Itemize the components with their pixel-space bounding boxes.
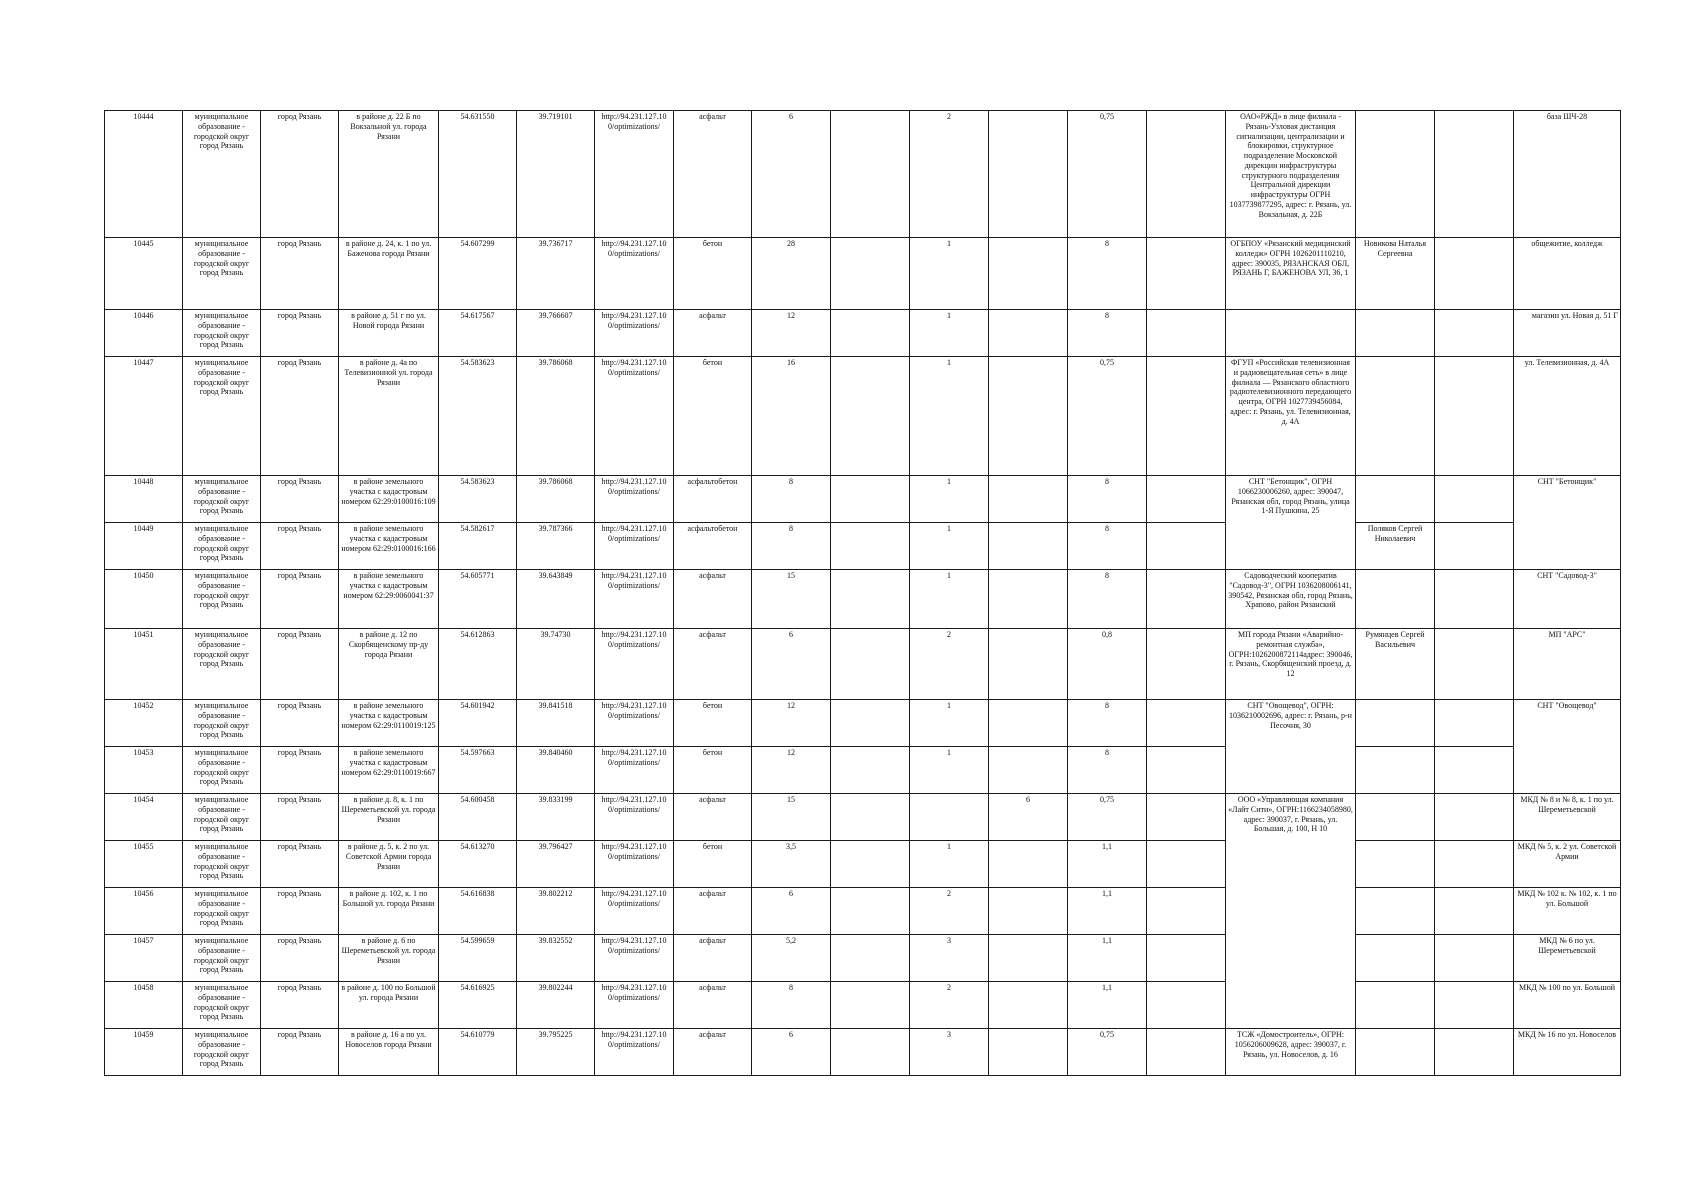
surface-cell: бетон [674,841,752,888]
count-cell: 1 [910,523,989,570]
empty-cell [989,570,1068,629]
empty-cell [831,935,910,982]
empty-cell [831,982,910,1029]
empty-cell [1435,794,1514,841]
url-cell: http://94.231.127.10 0/optimizations/ [595,747,674,794]
surface-cell: асфальт [674,888,752,935]
empty-cell [831,700,910,747]
url-cell: http://94.231.127.10 0/optimizations/ [595,523,674,570]
location-cell: в районе д. 12 по Скорбященскому пр-ду города Рязани [339,629,439,700]
url-cell: http://94.231.127.10 0/optimizations/ [595,476,674,523]
empty-cell [989,476,1068,523]
count-cell: 2 [910,629,989,700]
surface-cell: бетон [674,357,752,476]
latitude-cell: 54.599659 [439,935,517,982]
volume-cell: 8 [1068,523,1147,570]
person-cell [1356,794,1435,841]
latitude-cell: 54.582617 [439,523,517,570]
empty-cell [831,841,910,888]
surface-cell: асфальт [674,794,752,841]
latitude-cell: 54.631550 [439,111,517,238]
municipality-cell: муниципальное образование - городской округ город Рязань [183,357,261,476]
empty-cell [989,982,1068,1029]
source-cell: МКД № 102 к. № 102, к. 1 по ул. Большой [1514,888,1621,935]
location-cell: в районе д. 24, к. 1 по ул. Баженова города Рязани [339,238,439,310]
table-row [105,111,1621,238]
empty-cell [989,523,1068,570]
area-cell: 5,2 [752,935,831,982]
municipality-cell: муниципальное образование - городской округ город Рязань [183,935,261,982]
city-cell: город Рязань [261,238,339,310]
table-row [105,629,1621,700]
volume-cell: 0,75 [1068,1029,1147,1076]
city-cell: город Рязань [261,1029,339,1076]
city-cell: город Рязань [261,700,339,747]
surface-cell: асфальт [674,111,752,238]
empty-cell [1435,888,1514,935]
municipality-cell: муниципальное образование - городской округ город Рязань [183,1029,261,1076]
owner-cell: ОГБПОУ «Рязанский медицинский колледж» ОГРН 1026201110210, адрес: 390035, РЯЗАНСКАЯ ОБЛ, РЯЗАНЬ Г, БАЖЕНОВА УЛ, 36, 1 [1226,238,1356,310]
table-row [105,357,1621,476]
city-cell: город Рязань [261,935,339,982]
owner-cell: СНТ "Бетонщик", ОГРН 1066230006260, адрес: 390047, Рязанская обл, город Рязань, улица 1-Я Пушкина, 25 [1226,476,1356,570]
location-cell: в районе д. 16 а по ул. Новоселов города Рязани [339,1029,439,1076]
volume-cell: 1,1 [1068,888,1147,935]
table-row [105,747,1621,794]
area-cell: 6 [752,111,831,238]
empty-cell [910,794,989,841]
city-cell: город Рязань [261,570,339,629]
person-cell [1356,935,1435,982]
location-cell: в районе земельного участка с кадастровым номером 62:29:0110019:667 [339,747,439,794]
city-cell: город Рязань [261,111,339,238]
city-cell: город Рязань [261,794,339,841]
url-cell: http://94.231.127.10 0/optimizations/ [595,982,674,1029]
volume-cell: 8 [1068,700,1147,747]
surface-cell: асфальтобетон [674,476,752,523]
empty-cell [1147,111,1226,238]
longitude-cell: 39.787366 [517,523,595,570]
table-row [105,310,1621,357]
volume-cell: 1,1 [1068,841,1147,888]
person-cell: Румянцев Сергей Васильевич [1356,629,1435,700]
latitude-cell: 54.601942 [439,700,517,747]
empty-cell [1147,523,1226,570]
owner-cell: Садоводческий кооператив "Садовод-3", ОГРН 1036208006141, 390542, Рязанская обл, город Рязань, Храпово, район Рязанский [1226,570,1356,629]
person-cell [1356,310,1435,357]
empty-cell [1147,476,1226,523]
latitude-cell: 54.617567 [439,310,517,357]
location-cell: в районе д. 4а по Телевизионной ул. города Рязани [339,357,439,476]
count-cell: 1 [910,841,989,888]
source-cell: СНТ "Овощевод" [1514,700,1621,794]
municipality-cell: муниципальное образование - городской округ город Рязань [183,629,261,700]
area-cell: 12 [752,310,831,357]
longitude-cell: 39.786068 [517,357,595,476]
owner-cell: ТСЖ «Домостроитель», ОГРН: 1056206009628, адрес: 390037, г. Рязань, ул. Новоселов, д. 16 [1226,1029,1356,1076]
row-id: 10450 [105,570,183,629]
volume-cell: 8 [1068,747,1147,794]
location-cell: в районе д. 51 г по ул. Новой города Рязани [339,310,439,357]
area-cell: 8 [752,982,831,1029]
url-cell: http://94.231.127.10 0/optimizations/ [595,238,674,310]
count-cell: 1 [910,357,989,476]
location-cell: в районе д. 6 по Шереметьевской ул. города Рязани [339,935,439,982]
person-cell [1356,888,1435,935]
empty-cell [1435,935,1514,982]
latitude-cell: 54.613270 [439,841,517,888]
count-cell: 3 [910,935,989,982]
surface-cell: асфальт [674,935,752,982]
empty-cell [989,888,1068,935]
city-cell: город Рязань [261,310,339,357]
empty-cell [831,794,910,841]
city-cell: город Рязань [261,629,339,700]
latitude-cell: 54.583623 [439,357,517,476]
source-cell: СНТ "Садовод-3" [1514,570,1621,629]
empty-cell [989,238,1068,310]
url-cell: http://94.231.127.10 0/optimizations/ [595,794,674,841]
location-cell: в районе д. 8, к. 1 по Шереметьевской ул. города Рязани [339,794,439,841]
municipality-cell: муниципальное образование - городской округ город Рязань [183,888,261,935]
latitude-cell: 54.605771 [439,570,517,629]
table-row [105,935,1621,982]
surface-cell: асфальтобетон [674,523,752,570]
city-cell: город Рязань [261,747,339,794]
person-cell [1356,747,1435,794]
city-cell: город Рязань [261,982,339,1029]
source-cell: МКД № 16 по ул. Новоселов [1514,1029,1621,1076]
row-id: 10444 [105,111,183,238]
volume-cell: 0,8 [1068,629,1147,700]
url-cell: http://94.231.127.10 0/optimizations/ [595,888,674,935]
table-row [105,841,1621,888]
table-row [105,570,1621,629]
empty-cell [1147,1029,1226,1076]
empty-cell [1435,982,1514,1029]
source-cell: общежитие, колледж [1514,238,1621,310]
longitude-cell: 39.795225 [517,1029,595,1076]
url-cell: http://94.231.127.10 0/optimizations/ [595,1029,674,1076]
source-cell: МКД № 100 по ул. Большой [1514,982,1621,1029]
person-cell [1356,841,1435,888]
empty-cell [1147,629,1226,700]
person-cell [1356,700,1435,747]
count-cell: 2 [910,982,989,1029]
row-id: 10447 [105,357,183,476]
empty-cell [1147,570,1226,629]
count-cell: 6 [989,794,1068,841]
empty-cell [1147,841,1226,888]
latitude-cell: 54.616925 [439,982,517,1029]
municipality-cell: муниципальное образование - городской округ город Рязань [183,476,261,523]
municipality-cell: муниципальное образование - городской округ город Рязань [183,794,261,841]
table-row [105,523,1621,570]
table-row [105,888,1621,935]
volume-cell: 8 [1068,570,1147,629]
table-row [105,982,1621,1029]
longitude-cell: 39.719101 [517,111,595,238]
url-cell: http://94.231.127.10 0/optimizations/ [595,570,674,629]
surface-cell: бетон [674,700,752,747]
empty-cell [1435,747,1514,794]
latitude-cell: 54.583623 [439,476,517,523]
source-cell: МП "АРС" [1514,629,1621,700]
source-cell: СНТ "Бетонщик" [1514,476,1621,570]
location-cell: в районе земельного участка с кадастровым номером 62:29:0110019:125 [339,700,439,747]
row-id: 10455 [105,841,183,888]
location-cell: в районе д. 5, к. 2 по ул. Советской Армии города Рязани [339,841,439,888]
volume-cell: 0,75 [1068,794,1147,841]
surface-cell: бетон [674,238,752,310]
source-cell: МКД № 6 по ул. Шереметьевской [1514,935,1621,982]
row-id: 10448 [105,476,183,523]
url-cell: http://94.231.127.10 0/optimizations/ [595,111,674,238]
empty-cell [1147,982,1226,1029]
volume-cell: 0,75 [1068,357,1147,476]
empty-cell [1147,238,1226,310]
latitude-cell: 54.612863 [439,629,517,700]
table-row [105,476,1621,523]
empty-cell [989,935,1068,982]
empty-cell [831,629,910,700]
area-cell: 8 [752,476,831,523]
city-cell: город Рязань [261,357,339,476]
empty-cell [1147,888,1226,935]
longitude-cell: 39.74730 [517,629,595,700]
surface-cell: бетон [674,747,752,794]
owner-cell: МП города Рязани «Аварийно-ремонтная служба», ОГРН:1026200872114адрес: 390046, г. Рязань, Скорбященский проезд, д. 12 [1226,629,1356,700]
longitude-cell: 39.841518 [517,700,595,747]
area-cell: 12 [752,747,831,794]
count-cell: 1 [910,310,989,357]
row-id: 10452 [105,700,183,747]
area-cell: 16 [752,357,831,476]
municipality-cell: муниципальное образование - городской округ город Рязань [183,570,261,629]
volume-cell: 8 [1068,476,1147,523]
empty-cell [1435,629,1514,700]
latitude-cell: 54.600458 [439,794,517,841]
empty-cell [1435,1029,1514,1076]
person-cell [1356,1029,1435,1076]
empty-cell [989,700,1068,747]
row-id: 10457 [105,935,183,982]
empty-cell [989,310,1068,357]
empty-cell [1435,310,1514,357]
empty-cell [831,747,910,794]
empty-cell [1435,523,1514,570]
source-cell: ул. Телевизионная, д. 4А [1514,357,1621,476]
area-cell: 6 [752,888,831,935]
volume-cell: 8 [1068,238,1147,310]
latitude-cell: 54.607299 [439,238,517,310]
location-cell: в районе д. 100 по Большой ул. города Рязани [339,982,439,1029]
empty-cell [989,841,1068,888]
count-cell: 2 [910,111,989,238]
table-row [105,794,1621,841]
empty-cell [1147,747,1226,794]
person-cell [1356,982,1435,1029]
owner-cell [1226,310,1356,357]
count-cell: 1 [910,700,989,747]
area-cell: 28 [752,238,831,310]
count-cell: 1 [910,238,989,310]
url-cell: http://94.231.127.10 0/optimizations/ [595,841,674,888]
municipality-cell: муниципальное образование - городской округ город Рязань [183,841,261,888]
count-cell: 1 [910,476,989,523]
registry-table [104,110,1621,1076]
longitude-cell: 39.736717 [517,238,595,310]
longitude-cell: 39.786068 [517,476,595,523]
url-cell: http://94.231.127.10 0/optimizations/ [595,935,674,982]
owner-cell: ОАО«РЖД» в лице филиала - Рязань-Узловая дистанция сигнализации, централизации и блокировки, структурное подразделение Московской дирекции инфраструктуры структурного подразделения Центральной дирекции инфраструктуры ОГРН 1037739877295, адрес: г. Рязань, ул. Вокзальная, д. 22Б [1226,111,1356,238]
row-id: 10456 [105,888,183,935]
empty-cell [1435,476,1514,523]
row-id: 10449 [105,523,183,570]
table-row [105,238,1621,310]
longitude-cell: 39.833199 [517,794,595,841]
count-cell: 3 [910,1029,989,1076]
empty-cell [989,1029,1068,1076]
empty-cell [1435,111,1514,238]
area-cell: 12 [752,700,831,747]
count-cell: 1 [910,747,989,794]
empty-cell [1147,310,1226,357]
person-cell: Поляков Сергей Николаевич [1356,523,1435,570]
row-id: 10451 [105,629,183,700]
surface-cell: асфальт [674,1029,752,1076]
empty-cell [1147,794,1226,841]
empty-cell [1435,570,1514,629]
municipality-cell: муниципальное образование - городской округ город Рязань [183,238,261,310]
empty-cell [989,111,1068,238]
empty-cell [831,1029,910,1076]
longitude-cell: 39.802244 [517,982,595,1029]
source-cell: магазин ул. Новая д. 51 Г [1514,310,1621,357]
volume-cell: 0,75 [1068,111,1147,238]
count-cell: 1 [910,570,989,629]
municipality-cell: муниципальное образование - городской округ город Рязань [183,747,261,794]
volume-cell: 8 [1068,310,1147,357]
person-cell [1356,476,1435,523]
source-cell: база ШЧ-28 [1514,111,1621,238]
empty-cell [1435,238,1514,310]
volume-cell: 1,1 [1068,982,1147,1029]
longitude-cell: 39.840460 [517,747,595,794]
longitude-cell: 39.802212 [517,888,595,935]
person-cell [1356,570,1435,629]
city-cell: город Рязань [261,888,339,935]
empty-cell [989,357,1068,476]
surface-cell: асфальт [674,629,752,700]
surface-cell: асфальт [674,310,752,357]
area-cell: 6 [752,629,831,700]
empty-cell [831,310,910,357]
count-cell: 2 [910,888,989,935]
area-cell: 8 [752,523,831,570]
latitude-cell: 54.597663 [439,747,517,794]
owner-cell: СНТ "Овощевод", ОГРН: 1036210002696, адрес: г. Рязань, р-н Песочня, 30 [1226,700,1356,794]
empty-cell [831,111,910,238]
source-cell: МКД № 5, к. 2 ул. Советской Армии [1514,841,1621,888]
location-cell: в районе д. 102, к. 1 по Большой ул. города Рязани [339,888,439,935]
row-id: 10445 [105,238,183,310]
location-cell: в районе земельного участка с кадастровым номером 62:29:0100016:166 [339,523,439,570]
surface-cell: асфальт [674,982,752,1029]
row-id: 10454 [105,794,183,841]
url-cell: http://94.231.127.10 0/optimizations/ [595,310,674,357]
latitude-cell: 54.610779 [439,1029,517,1076]
source-cell: МКД № 8 и № 8, к. 1 по ул. Шереметьевской [1514,794,1621,841]
owner-cell: ООО «Управляющая компания «Лайт Сити», ОГРН:1166234058980, адрес: 390037, г. Рязань, ул. Большая, д. 100, Н 10 [1226,794,1356,1029]
latitude-cell: 54.616838 [439,888,517,935]
empty-cell [831,570,910,629]
municipality-cell: муниципальное образование - городской округ город Рязань [183,700,261,747]
city-cell: город Рязань [261,841,339,888]
municipality-cell: муниципальное образование - городской округ город Рязань [183,982,261,1029]
longitude-cell: 39.832552 [517,935,595,982]
longitude-cell: 39.796427 [517,841,595,888]
empty-cell [989,747,1068,794]
person-cell [1356,111,1435,238]
empty-cell [1147,700,1226,747]
location-cell: в районе д. 22 Б по Вокзальной ул. города Рязани [339,111,439,238]
empty-cell [831,238,910,310]
city-cell: город Рязань [261,476,339,523]
empty-cell [1435,700,1514,747]
longitude-cell: 39.766607 [517,310,595,357]
table-row [105,700,1621,747]
row-id: 10453 [105,747,183,794]
municipality-cell: муниципальное образование - городской округ город Рязань [183,111,261,238]
url-cell: http://94.231.127.10 0/optimizations/ [595,700,674,747]
owner-cell: ФГУП «Российская телевизионная и радиовещательная сеть» в лице филиала — Рязанского областного радиотелевизионного передающего центра, ОГРН 1027739456084, адрес: г. Рязань, ул. Телевизионная, д. 4А [1226,357,1356,476]
empty-cell [1435,357,1514,476]
empty-cell [989,629,1068,700]
person-cell [1356,357,1435,476]
table-row [105,1029,1621,1076]
volume-cell: 1,1 [1068,935,1147,982]
municipality-cell: муниципальное образование - городской округ город Рязань [183,523,261,570]
city-cell: город Рязань [261,523,339,570]
row-id: 10459 [105,1029,183,1076]
area-cell: 15 [752,794,831,841]
url-cell: http://94.231.127.10 0/optimizations/ [595,629,674,700]
municipality-cell: муниципальное образование - городской округ город Рязань [183,310,261,357]
empty-cell [1147,357,1226,476]
location-cell: в районе земельного участка с кадастровым номером 62:29:0060041:37 [339,570,439,629]
url-cell: http://94.231.127.10 0/optimizations/ [595,357,674,476]
person-cell: Новикова Наталья Сергеевна [1356,238,1435,310]
location-cell: в районе земельного участка с кадастровым номером 62:29:0100016:109 [339,476,439,523]
empty-cell [831,357,910,476]
empty-cell [831,888,910,935]
longitude-cell: 39.643849 [517,570,595,629]
empty-cell [1147,935,1226,982]
empty-cell [1435,841,1514,888]
empty-cell [831,523,910,570]
area-cell: 6 [752,1029,831,1076]
surface-cell: асфальт [674,570,752,629]
area-cell: 15 [752,570,831,629]
area-cell: 3,5 [752,841,831,888]
empty-cell [831,476,910,523]
row-id: 10446 [105,310,183,357]
row-id: 10458 [105,982,183,1029]
